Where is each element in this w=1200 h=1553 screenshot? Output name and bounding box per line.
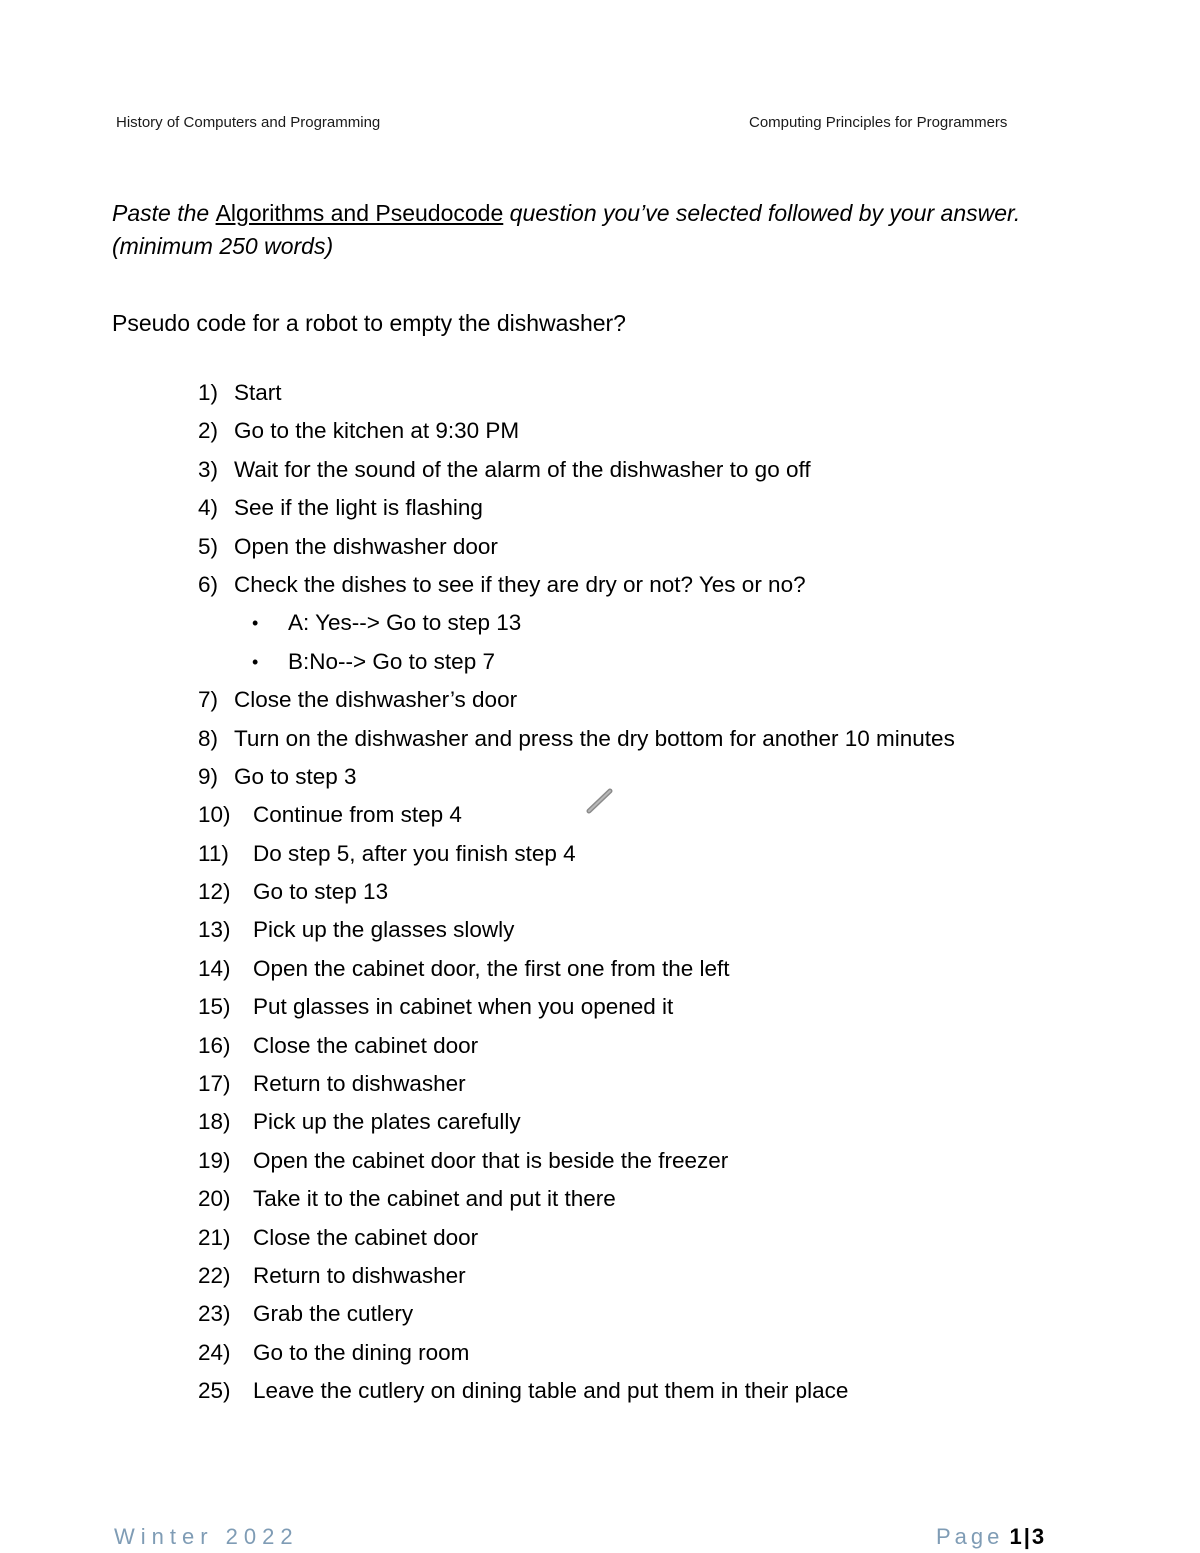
step-item [0, 681, 1200, 719]
step-item [0, 528, 1200, 566]
page-label: Page [936, 1524, 1004, 1549]
step-item [0, 720, 1200, 758]
bullet-icon: • [252, 651, 259, 672]
prompt-part1: Paste the [112, 200, 216, 226]
step-item [0, 950, 1200, 988]
step-text: Go to the dining room [253, 1339, 470, 1365]
step-text: Open the dishwasher door [234, 533, 498, 559]
header-title-right: Computing Principles for Programmers [749, 114, 1008, 131]
step-number: 9) [198, 763, 219, 789]
step-number: 4) [198, 495, 219, 521]
step-text: Do step 5, after you finish step 4 [253, 840, 576, 866]
step-text: Return to dishwasher [253, 1071, 466, 1097]
bullet-icon: • [252, 613, 259, 634]
step-text: Continue from step 4 [253, 802, 462, 828]
step-text: Leave the cutlery on dining table and put them in their place [253, 1378, 849, 1404]
step-number: 21) [198, 1224, 231, 1250]
step-number: 19) [198, 1147, 231, 1173]
header-title-left: History of Computers and Programming [116, 114, 381, 131]
step-number: 11) [198, 840, 229, 866]
step-number: 5) [198, 533, 219, 559]
step-number: 14) [198, 955, 231, 981]
pencil-icon [585, 786, 615, 816]
footer-page-number [936, 1524, 1044, 1550]
prompt-topic: Algorithms and Pseudocode [215, 200, 504, 226]
step-text: Close the cabinet door [253, 1224, 479, 1250]
substep-text: A: Yes--> Go to step 13 [288, 610, 522, 636]
step-text: Wait for the sound of the alarm of the dishwasher to go off [234, 456, 811, 482]
step-text: Put glasses in cabinet when you opened it [253, 994, 674, 1020]
step-item [0, 451, 1200, 489]
step-item [0, 566, 1200, 604]
prompt-part2: question you’ve selected followed by your answer. (minimum 250 words) [112, 200, 1021, 259]
step-text: Grab the cutlery [253, 1301, 414, 1327]
step-text: Close the cabinet door [253, 1032, 479, 1058]
step-text: Go to step 13 [253, 879, 389, 905]
step-item [0, 835, 1200, 873]
step-text: Take it to the cabinet and put it there [253, 1186, 616, 1212]
step-item [0, 1295, 1200, 1333]
page-separator: | [1023, 1524, 1030, 1549]
pseudocode-steps [0, 374, 1200, 1411]
step-item [0, 1372, 1200, 1410]
step-item [0, 1334, 1200, 1372]
step-number: 16) [198, 1032, 231, 1058]
step-text: Return to dishwasher [253, 1262, 466, 1288]
step-number: 3) [198, 456, 219, 482]
step-item [0, 374, 1200, 412]
step-number: 2) [198, 418, 219, 444]
step-item [0, 988, 1200, 1026]
step-text: Open the cabinet door that is beside the freezer [253, 1147, 729, 1173]
step-number: 20) [198, 1186, 231, 1212]
step-number: 23) [198, 1301, 231, 1327]
assignment-prompt [112, 197, 1052, 263]
step-number: 12) [198, 879, 231, 905]
step-text: Start [234, 380, 282, 405]
step-text: Turn on the dishwasher and press the dry bottom for another 10 minutes [234, 725, 955, 751]
step-number: 22) [198, 1262, 231, 1288]
step-text: Go to the kitchen at 9:30 PM [234, 418, 520, 444]
page-total: 3 [1031, 1524, 1045, 1549]
step-text: See if the light is flashing [234, 495, 483, 521]
step-item [0, 1219, 1200, 1257]
step-number: 15) [198, 994, 231, 1020]
step-number: 1) [198, 380, 219, 405]
page-current: 1 [1009, 1524, 1022, 1549]
step-text: Close the dishwasher’s door [234, 687, 518, 713]
question-title: Pseudo code for a robot to empty the dishwasher? [112, 310, 626, 336]
step-number: 8) [198, 725, 219, 751]
step-item [0, 873, 1200, 911]
step-item [0, 1103, 1200, 1141]
step-item [0, 489, 1200, 527]
step-number: 6) [198, 571, 219, 597]
step-number: 7) [198, 687, 219, 713]
step-text: Go to step 3 [234, 763, 357, 789]
substep-item [0, 643, 1200, 681]
step-text: Pick up the plates carefully [253, 1109, 521, 1135]
step-item [0, 1027, 1200, 1065]
step-item [0, 412, 1200, 450]
step-item [0, 1180, 1200, 1218]
step-number: 17) [198, 1071, 231, 1097]
step-text: Pick up the glasses slowly [253, 917, 515, 943]
step-number: 18) [198, 1109, 231, 1135]
step-item [0, 1257, 1200, 1295]
step-number: 25) [198, 1378, 231, 1404]
step-item [0, 1142, 1200, 1180]
footer-term: Winter 2022 [114, 1524, 299, 1549]
step-number: 10) [198, 802, 231, 828]
step-item [0, 911, 1200, 949]
step-number: 13) [198, 917, 231, 943]
step-item [0, 1065, 1200, 1103]
substep-item [0, 604, 1200, 642]
step-text: Check the dishes to see if they are dry or not? Yes or no? [234, 571, 806, 597]
substep-text: B:No--> Go to step 7 [288, 648, 495, 674]
step-number: 24) [198, 1339, 231, 1365]
step-text: Open the cabinet door, the first one from the left [253, 955, 730, 981]
